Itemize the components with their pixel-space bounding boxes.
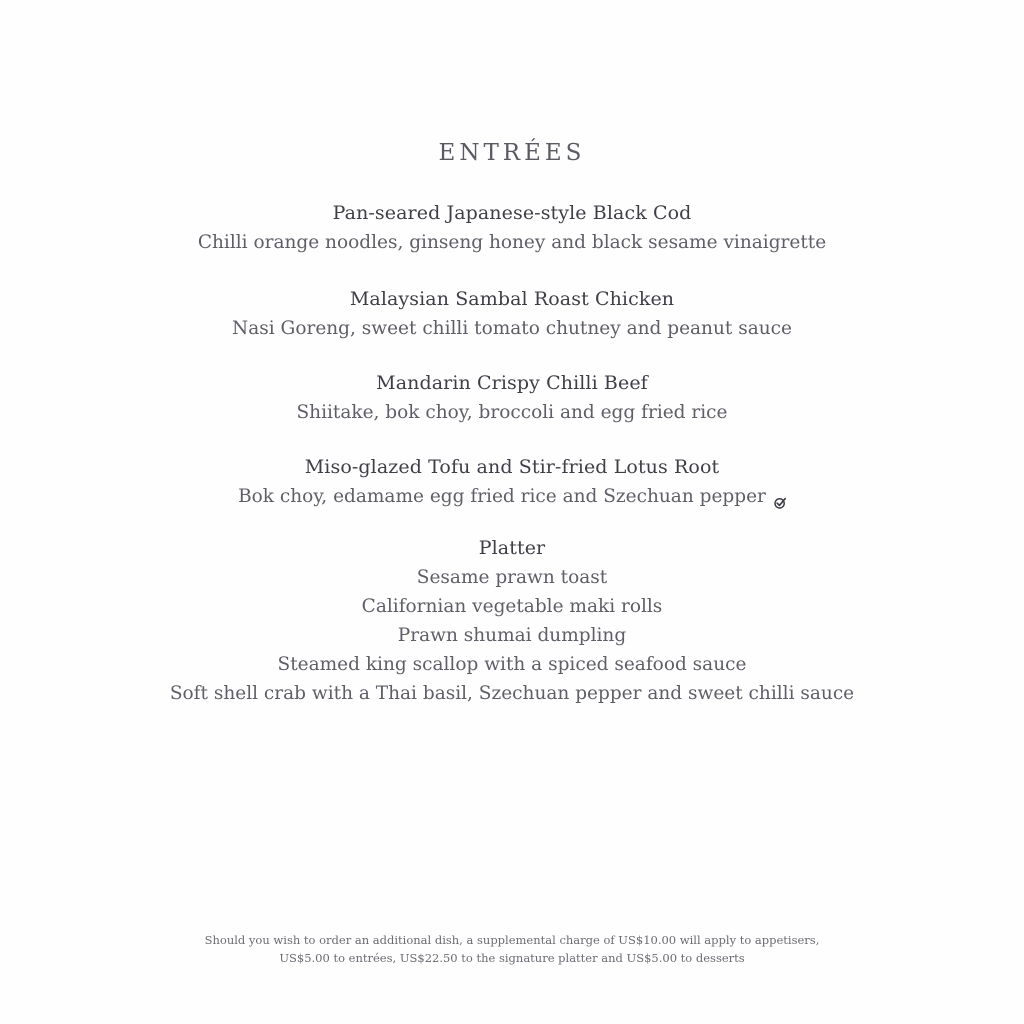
footnote-line: Should you wish to order an additional dish, a supplemental charge of US$10.00 will apply to appetisers, <box>204 933 820 947</box>
platter-item: Steamed king scallop with a spiced seafood sauce <box>277 654 747 675</box>
section-title: ENTRÉES <box>438 140 586 166</box>
supplemental-charge-note <box>0 931 1024 967</box>
dish-description: Chilli orange noodles, ginseng honey and black sesame vinaigrette <box>197 232 827 253</box>
dish-name: Mandarin Crispy Chilli Beef <box>376 372 648 394</box>
dish-description: Shiitake, bok choy, broccoli and egg fried rice <box>296 402 728 423</box>
platter-item: Sesame prawn toast <box>416 567 608 588</box>
dish-name: Malaysian Sambal Roast Chicken <box>349 288 675 310</box>
dish-description: Nasi Goreng, sweet chilli tomato chutney and peanut sauce <box>232 318 792 339</box>
platter-name: Platter <box>478 537 546 559</box>
dish-item <box>0 453 1024 511</box>
footnote-line: US$5.00 to entrées, US$22.50 to the signature platter and US$5.00 to desserts <box>279 951 745 965</box>
dish-item <box>0 285 1024 343</box>
dish-description-row <box>0 482 1024 511</box>
dish-description: Bok choy, edamame egg fried rice and Szechuan pepper <box>238 486 766 507</box>
dish-name: Miso-glazed Tofu and Stir-fried Lotus Root <box>304 456 720 478</box>
dish-item <box>0 199 1024 257</box>
platter-items <box>0 563 1024 708</box>
dish-item <box>0 369 1024 427</box>
platter-section <box>0 534 1024 708</box>
dish-name: Pan-seared Japanese-style Black Cod <box>332 202 692 224</box>
vegetarian-check-icon <box>774 489 786 501</box>
platter-item: Californian vegetable maki rolls <box>361 596 663 617</box>
platter-item: Soft shell crab with a Thai basil, Szechuan pepper and sweet chilli sauce <box>169 683 855 704</box>
platter-item: Prawn shumai dumpling <box>397 625 627 646</box>
